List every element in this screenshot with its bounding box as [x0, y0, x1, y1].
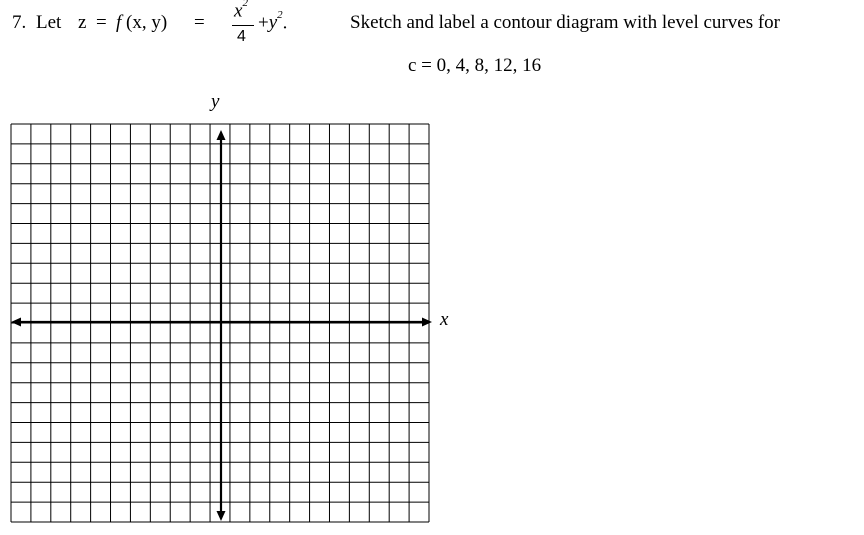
y-variable: y: [268, 12, 278, 34]
x-axis-right-arrow: [422, 318, 432, 327]
y-exponent: 2: [277, 9, 283, 21]
instruction-text: Sketch and label a contour diagram with level curves for: [350, 12, 780, 33]
let-word: Let: [36, 12, 62, 33]
fraction-denominator: 4: [237, 28, 246, 45]
function-name: f: [116, 12, 122, 33]
x-axis-label: x: [440, 309, 449, 330]
problem-number: 7.: [12, 12, 27, 33]
function-args: (x, y): [126, 12, 168, 33]
equals-sign: =: [96, 12, 107, 33]
period: .: [282, 12, 288, 34]
y-axis-bottom-arrow: [217, 511, 226, 521]
numerator-exponent: 2: [242, 0, 248, 9]
numerator-variable: x: [234, 0, 243, 22]
plus-sign: +: [258, 12, 269, 34]
x-axis-left-arrow: [11, 318, 21, 327]
equals-sign-2: =: [194, 12, 205, 33]
z-variable: z: [78, 12, 87, 33]
y-axis-top-arrow: [217, 130, 226, 140]
level-values: c = 0, 4, 8, 12, 16: [408, 55, 542, 76]
y-axis-label: y: [211, 91, 220, 112]
